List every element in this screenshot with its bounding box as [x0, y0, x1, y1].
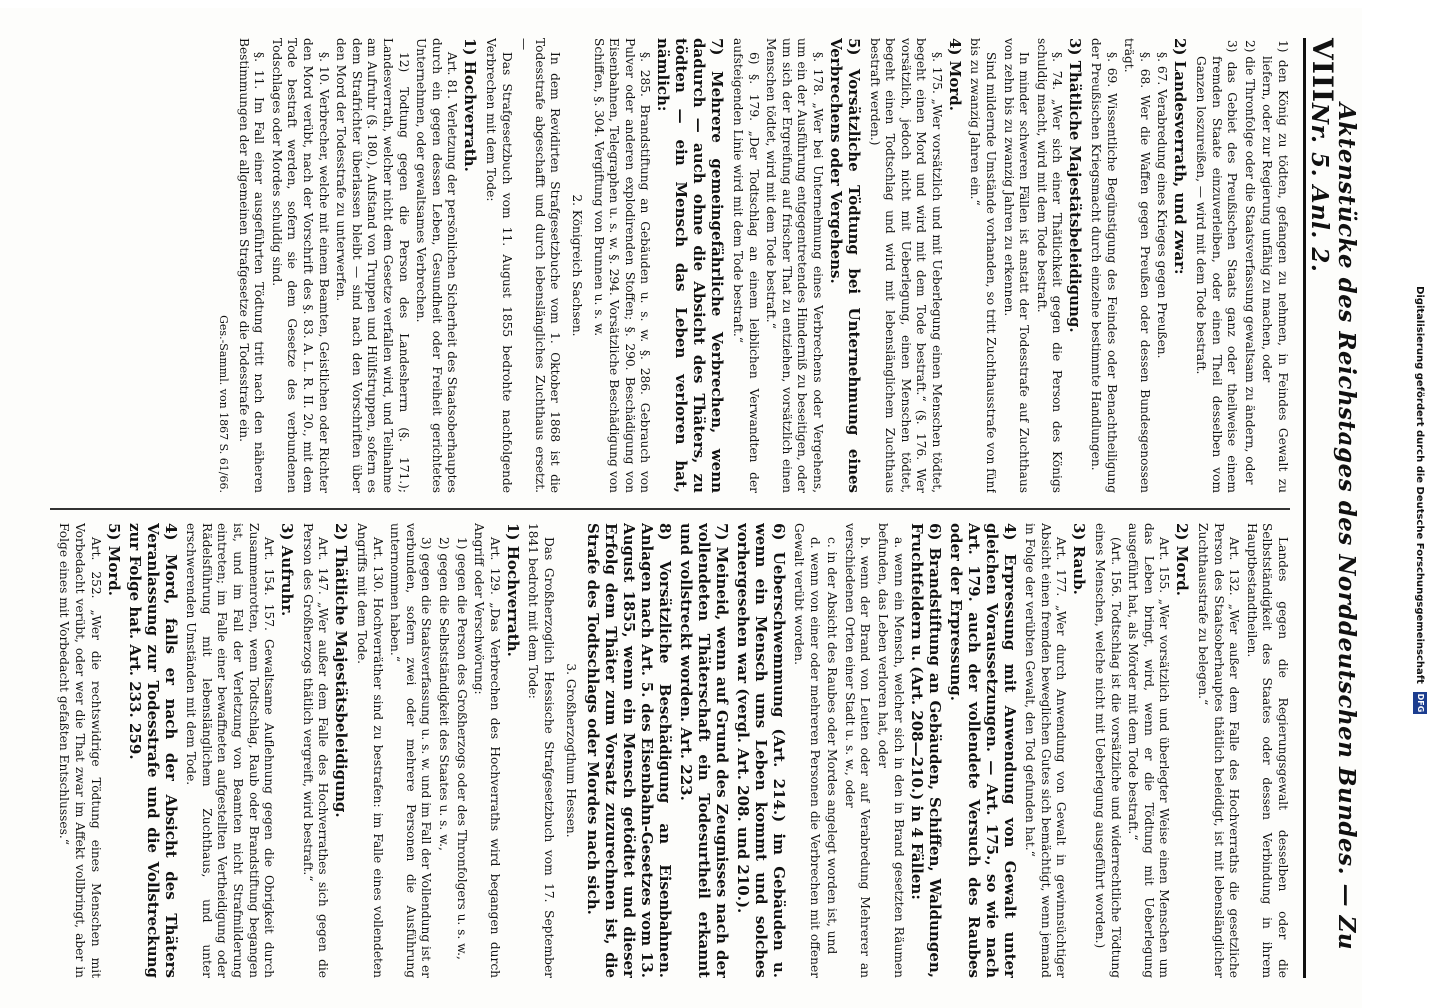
right-paragraph: Das Großherzoglich Hessische Strafgesetzbuch vom 17. September 1841 bedroht mit dem Tode:: [526, 523, 556, 978]
column-rule: [50, 508, 1290, 510]
left-paragraph: §. 67. Verabredung eines Krieges gegen Preußen.: [1155, 52, 1170, 359]
page-header: [1303, 38, 1360, 978]
document-page: [0, 8, 1362, 1008]
left-column: [0, 38, 1290, 493]
left-paragraph: Sind mildernde Umstände vorhanden, so tritt Zuchthausstrafe von fünf bis zu zwanzig Jahren ein.“: [968, 38, 999, 493]
right-paragraph: Art. 252. „Wer die rechtswidrige Tödtung eines Menschen mit Vorbedacht verübt, oder wer die That zwar im Affekt vollbringt, aber in Folge eines mit Vorbedacht gefaßten Entschlusses.“: [57, 523, 103, 978]
right-paragraph: Art. 129. „Das Verbrechen des Hochverraths wird begangen durch Angriff oder Verschwörung:: [472, 523, 502, 978]
right-heading: 6) Ueberschwemmung (Art. 214.) im Gebäuden u. wenn ein Mensch ums Leben kommt und solches vorhergesehen war (vergl. Art. 208. und 210.).: [733, 523, 788, 978]
right-paragraph: Art. 154. 157. Gewaltsame Auflehnung gegen die Obrigkeit durch Zusammenrotten, wenn Todtschlag, Raub oder Brandstiftung begangen ist, und im Fall der Verletzung von Beamten nicht Strafmilderung eintreten; im Falle einer bewaffneten aufgestellten Vertheidigung oder Rädelsführung mit lebenslänglichem Zuchthaus, und unter erschwerenden Umständen mit dem Tode.: [184, 523, 277, 978]
right-paragraph: Landes gegen die Regierungsgewalt desselben oder die Selbstständigkeit des Staates oder dessen Verbindung in ihrem Hauptbestandtheilen.: [1244, 523, 1290, 978]
left-section-title: 2. Königreich Sachsen.: [570, 194, 584, 337]
right-heading: 8) Vorsätzliche Beschädigung an Eisenbahnen. Anlagen nach Art. 5. des Eisenbahn-Gesetzes vom 13. August 1855, wenn ein Mensch getödtet und dieser Erfolg dem Thäter zum Vorsatz zuzurechnen ist, die Strafe des Todtschlags oder Mordes nach sich.: [583, 523, 674, 978]
running-title: Aktenstücke des Reichstages des Norddeutschen Bundes. — Zu Nr. 5. Anl. 2.: [1306, 103, 1360, 951]
left-paragraph: 12) Todtung gegen die Person des Landesherrn (§. 171.); Landesverrath, welcher nicht dem Gesetze verfallen wird, und Teilnahme am Aufruhr (§. 180.), Aufstand von Truppen und Hülfstruppen, sofern es dem Strafrichter überlassen bleibt — sind nach den Vorschriften über den Mord der Todesstrafe zu unterwerfen.: [334, 38, 411, 493]
left-heading: 7) Mehrere gemeingefährliche Verbrechen, wenn dadurch — auch ohne die Absicht des Thäters, zu tödten — ein Mensch das Leben verloren hat, nämlich:: [654, 38, 727, 493]
right-heading: 5) Mord.: [104, 523, 123, 596]
right-paragraph: (Art. 156. Todtschlag ist die vorsätzliche und widerrechtliche Tödtung eines Menschen, welche nicht mit Ueberlegung ausgeführt worden.): [1093, 523, 1123, 978]
left-paragraph: In dem Revidirten Strafgesetzbuche vom 1. Oktober 1868 ist die Todesstrafe abgeschafft und durch lebenslängliches Zuchthaus ersetzt. —: [517, 38, 563, 493]
left-paragraph: In minder schweren Fällen ist anstatt der Todesstrafe auf Zuchthaus von zehn bis zu zwanzig Jahren zu erkennen.: [1001, 38, 1032, 493]
left-heading: 4) Mord.: [945, 38, 964, 111]
right-heading: 1) Hochverrath.: [503, 523, 522, 657]
right-paragraph: d. wenn von einer oder mehreren Personen die Verbrechen mit offener Gewalt verübt worden.: [792, 523, 822, 978]
left-paragraph: §. 10. Verbrecher, welche mit einem Beamten, Geistlichen oder Richter den Mord verübt, nach der Vorschrift des §. 83. A. L. R. II. 20., mit dem Tode bestraft werden, sofern sie dem Gesetze des verbundenen Todschlages oder Mordes schuldig sind.: [269, 38, 331, 493]
left-paragraph: §. 175. „Wer vorsätzlich und mit Ueberlegung einen Menschen tödtet, begeht einen Mord und wird mit dem Tode bestraft.“ (§. 176. Wer vorsätzlich, jedoch nicht mit Ueberlegung, einen Menschen tödtet, begeht einen Todtschlag und wird mit lebenslänglichem Zuchthaus bestraft werden.): [867, 38, 944, 493]
right-paragraph: Art. 147. „Wer außer dem Falle des Hochverrathes sich gegen die Person des Großherzogs thätlich vergreift, wird bestraft.“: [300, 523, 331, 978]
right-heading: 2) Thätliche Majestätsbeleidigung.: [332, 523, 351, 818]
left-paragraph: 6) §. 179. „Der Todtschlag an einem leiblichen Verwandten der aufsteigenden Linie wird mit dem Tode bestraft.“: [730, 38, 761, 493]
right-paragraph: b. wenn der Brand von Leuten oder auf Verabredung Mehrerer an verschiedenen Orten einer Stadt u. s. w., oder: [842, 523, 873, 978]
dfg-logo-icon: DFG: [1413, 692, 1427, 714]
left-paragraph: §. 68. Wer die Waffen gegen Preußen oder dessen Bundesgenossen trägt.: [1122, 38, 1152, 493]
page-folio: VIII: [1306, 38, 1339, 104]
left-heading: 3) Thätliche Majestätsbeleidigung.: [1066, 38, 1085, 333]
right-paragraph: Art. 132. „Wer außer dem Falle des Hochverraths die gesetzliche Person des Staatsoberhauptes thätlich beleidigt, ist mit lebenslänglicher Zuchthausstrafe zu belegen.“: [1196, 523, 1242, 978]
right-paragraph: Art. 177. „Wer durch Anwendung von Gewalt in gewinnsüchtiger Absicht einen fremden beweglichen Gutes sich bemächtigt, wenn jemand in Folge der verübten Gewalt, den Tod gefunden hat.“: [1023, 523, 1069, 978]
right-paragraph: 3) gegen die Staatsverfassung u. s. w. und im Fall der Vollendung ist er verbunden, sofern zwei oder mehrere Personen die Ausführung unternommen haben.“: [388, 523, 434, 978]
credit-text: Digitalisierung gefördert durch die Deutsche Forschungsgemeinschaft: [1414, 286, 1426, 684]
left-paragraph: §. 74. „Wer sich einer Thätlichkeit gegen die Person des Königs schuldig macht, wird mit dem Tode bestraft.: [1034, 38, 1065, 493]
right-paragraph: 2) gegen die Selbstständigkeit des Staates u. s. w.,: [436, 537, 451, 851]
right-heading: 4) Mord, falls er nach der Absicht des Thäters Veranlassung zur Todesstrafe und die Vollstreckung zur Folge hat. Art. 233. 259.: [125, 523, 180, 978]
right-paragraph: Art. 155. „Wer vorsätzlich und überlegter Weise einen Menschen um das Leben bringt, wird, wenn er die Tödtung mit Ueberlegung ausgeführt hat, als Mörder mit dem Tode bestraft.“: [1126, 523, 1172, 978]
left-paragraph: §. 285. Brandstiftung an Gebäuden u. s. w. §. 286. Gebrauch von Pulver oder anderen explodirenden Stoffen; §. 290. Beschädigung von Eisenbahnen, Telegraphen u. s. w. §. 294. Vorsätzliche Beschädigung von Schiffen, §. 304. Vergiftung von Brunnen u. s. w.: [591, 38, 653, 493]
left-list-item: 2) die Thronfolge oder die Staatsverfassung gewaltsam zu ändern, oder: [1242, 40, 1257, 485]
left-paragraph: Das Strafgesetzbuch vom 11. August 1855 bedrohte nachfolgende Verbrechen mit dem Tode:: [484, 38, 514, 493]
right-heading: 6) Brandstiftung an Gebäuden, Schiffen, Waldungen, Fruchtfeldern u. (Art. 208—210.) in 4 Fällen:: [907, 523, 944, 978]
left-heading: 2) Landesverrath, und zwar:: [1171, 38, 1190, 275]
right-section-title: 3. Großherzogthum Hessen.: [563, 663, 578, 838]
right-heading: 7) Meineid, wenn auf Grund des Zeugnisses nach der vollendeten Thäterschaft ein Todesurtheil erkannt und vollstreckt worden. Art. 223.: [676, 523, 731, 978]
right-heading: 3) Raub.: [1070, 523, 1089, 595]
left-list-item: 3) das Gebiet des Preußischen Staats ganz oder theilweise einem fremden Staate einzuverleiben, oder einen Theil desselben vom Ganzen loszureißen, — wird mit dem Tode bestraft.: [1194, 40, 1240, 493]
left-paragraph: §. 69. Wissentliche Begünstigung des Feindes oder Benachtheiligung der Preußischen Kriegsmacht durch einzelne bestimmte Handlungen.: [1089, 38, 1119, 493]
right-heading: 2) Mord.: [1173, 523, 1192, 596]
left-paragraph: §. 178. „Wer bei Unternehmung eines Verbrechens oder Vergehens, um ein der Ausführung entgegentretendes Hinderniß zu beseitigen, oder um sich der Ergreifung auf frischer That zu entziehen, vorsätzlich einen Menschen tödtet, wird mit dem Tode bestraft.“: [764, 38, 825, 493]
right-column: [0, 523, 1290, 978]
digitization-credit: [1408, 0, 1432, 1000]
left-list-item: 1) den König zu tödten, gefangen zu nehmen, in Feindes Gewalt zu liefern, oder zur Regierung unfähig zu machen, oder: [1260, 40, 1290, 493]
right-heading: 3) Aufruhr.: [278, 523, 297, 617]
right-paragraph: Art. 130. Hochverräther sind zu bestrafen: im Falle eines vollendeten Angriffs mit dem Tode.: [355, 523, 385, 978]
right-paragraph: a. wenn ein Mensch, welcher sich in den in Brand gesetzten Räumen befunden, das Leben verloren hat, oder: [876, 523, 906, 978]
left-citation: Ges.-Samml. von 1867 S. 61/66.: [217, 315, 231, 493]
left-heading: 5) Vorsätzliche Tödtung bei Unternehmung eines Verbrechens oder Vergehens.: [826, 38, 863, 493]
left-paragraph: §. 11. Im Fall einer ausgeführten Tödtung tritt nach den näheren Bestimmungen der allgemeinen Strafgesetze die Todesstrafe ein.: [236, 38, 267, 493]
right-paragraph: 1) gegen die Person des Großherzogs oder des Thronfolgers u. s. w.,: [454, 537, 469, 960]
right-paragraph: c. in der Absicht des Raubes oder Mordes angelegt worden ist, und: [825, 537, 840, 955]
left-heading: 1) Hochverrath.: [461, 38, 480, 172]
left-paragraph: Art. 81. Verletzung der persönlichen Sicherheit des Staatsoberhauptes durch ein gegen dessen Leben, Gesundheit oder Freiheit gerichtetes Unternehmen, oder gewaltsames Verbrechen.: [414, 38, 460, 493]
right-heading: 4) Erpressung mit Anwendung von Gewalt unter gleichen Voraussetzungen. — Art. 175., so wie nach Art. 179. auch der vollendete Versuch des Raubes oder der Erpressung.: [946, 523, 1019, 978]
